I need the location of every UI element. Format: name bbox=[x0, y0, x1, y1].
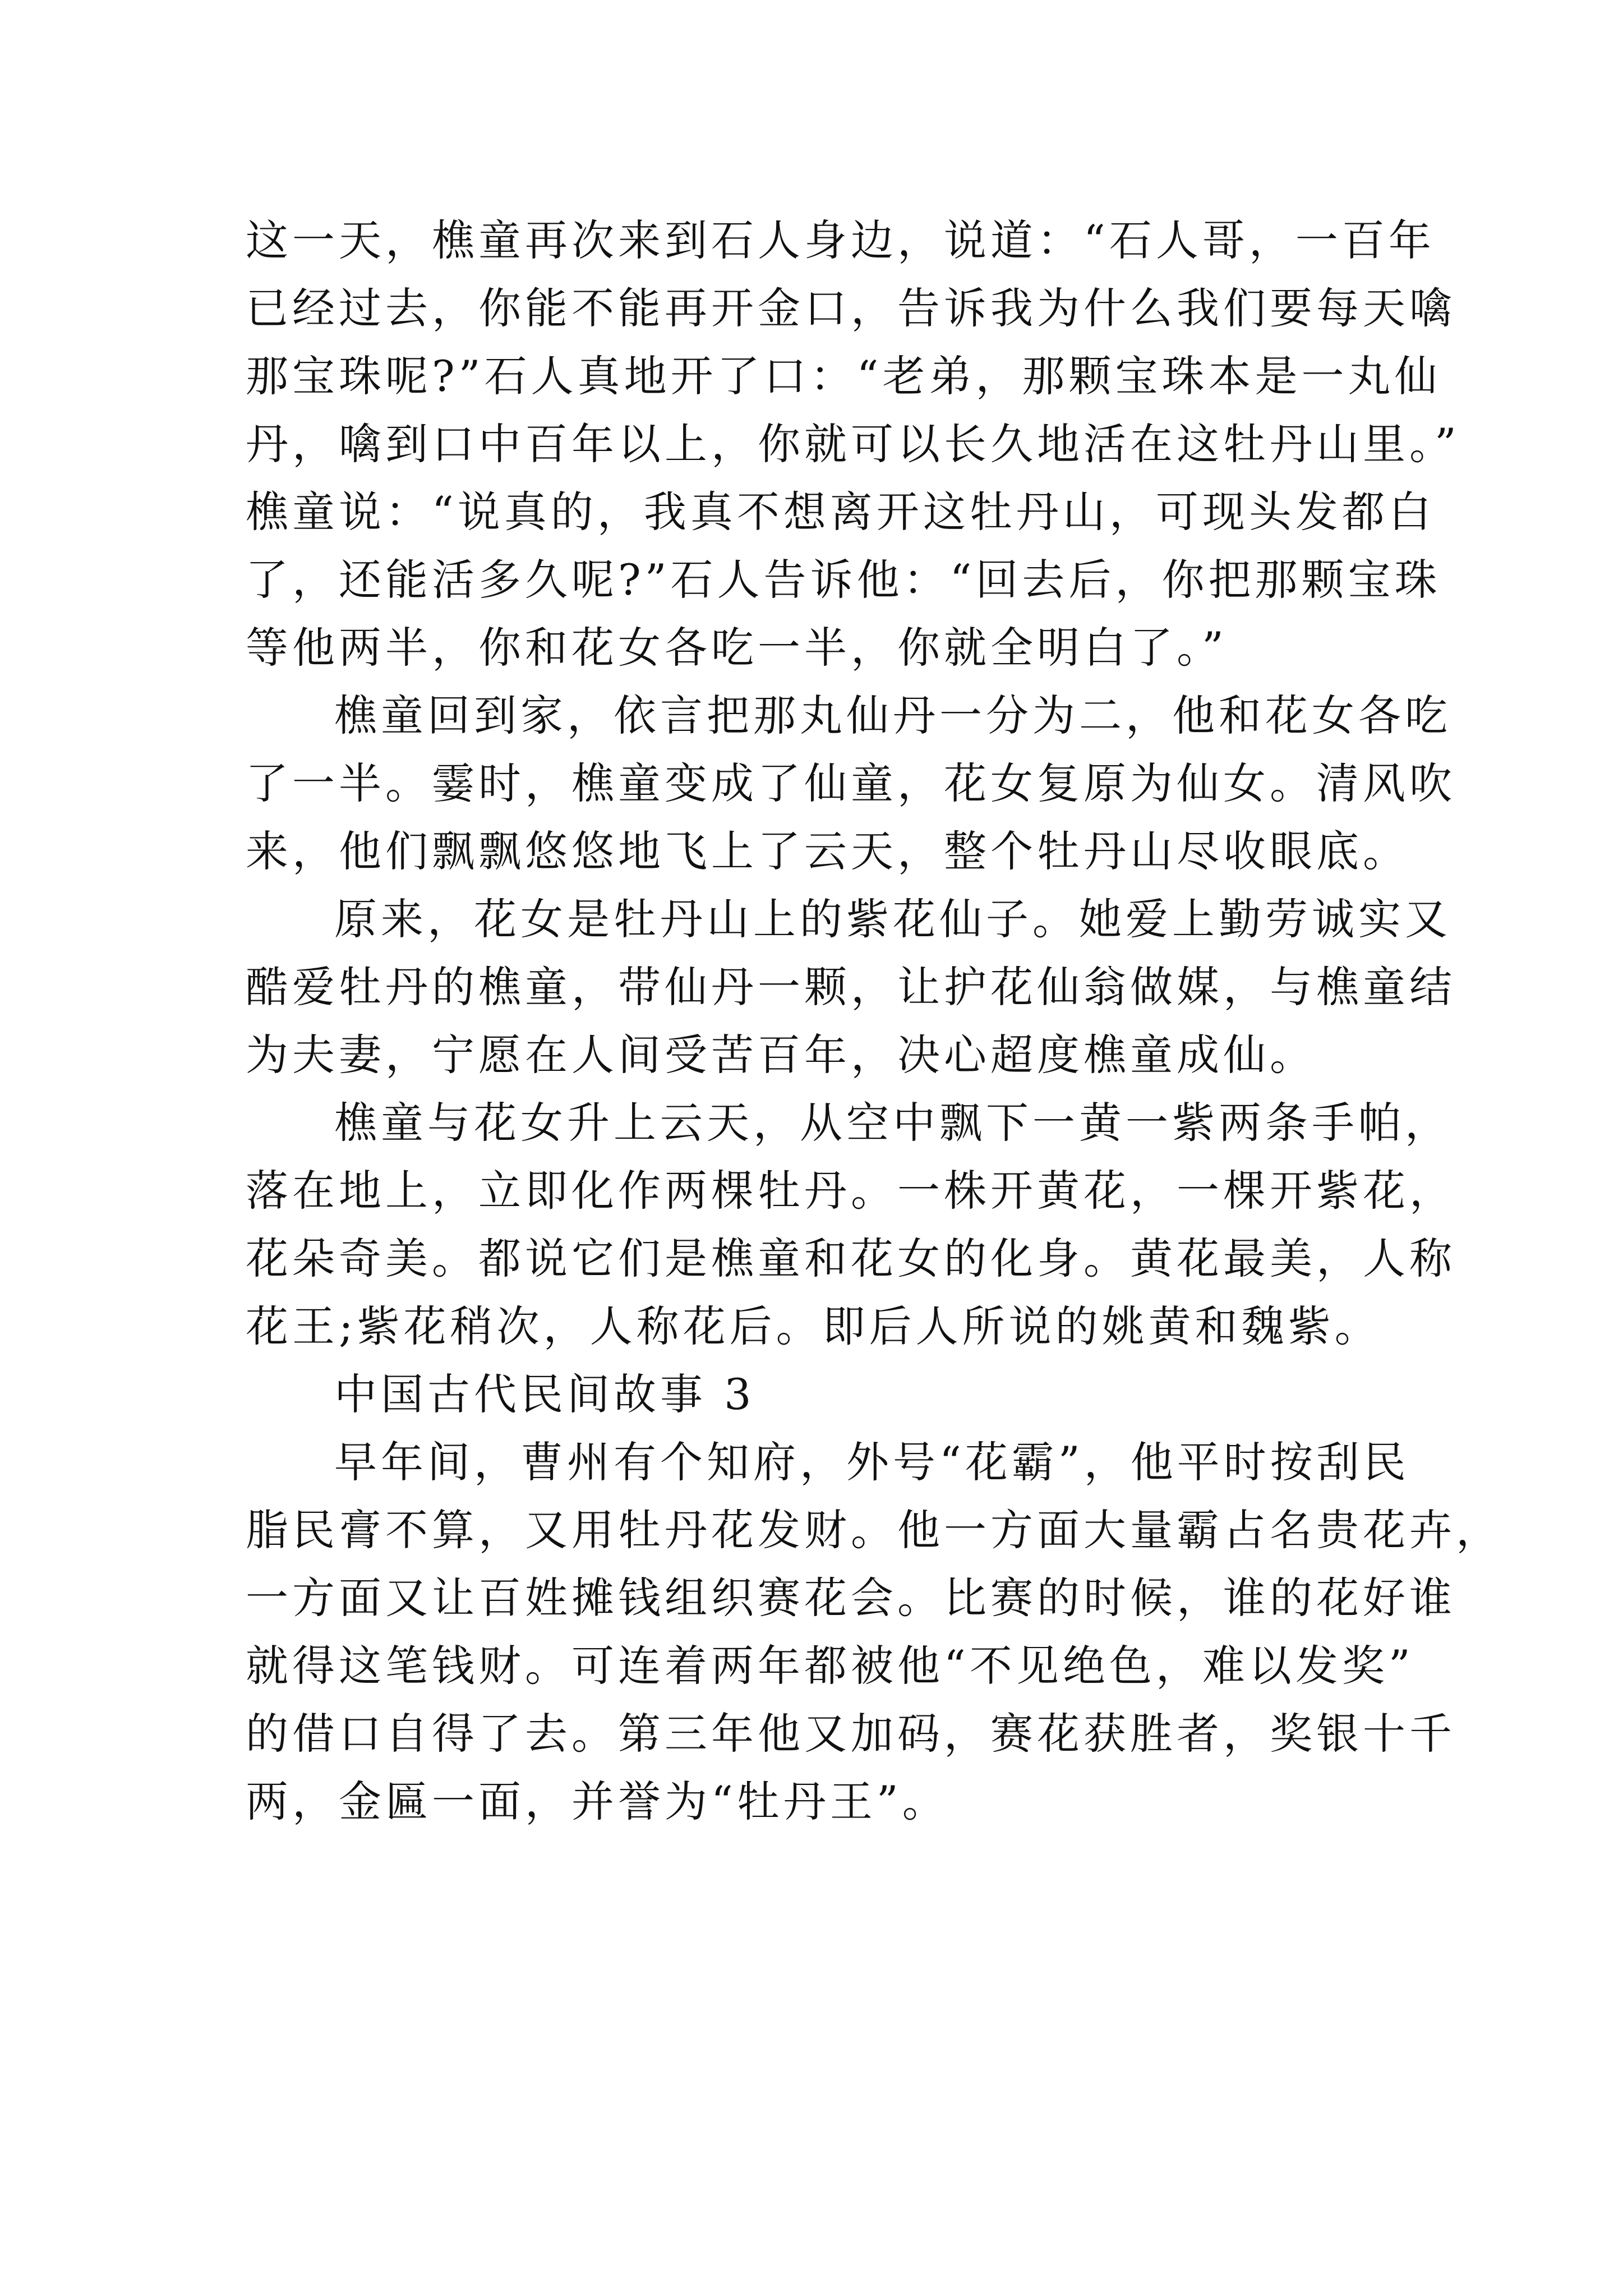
paragraph-start-line: 樵童回到家，依言把那丸仙丹一分为二，他和花女各吃 bbox=[334, 691, 1451, 740]
text-line: 就得这笔钱财。可连着两年都被他“不见绝色，难以发奖” bbox=[246, 1641, 1414, 1691]
text-line: 樵童说：“说真的，我真不想离开这牡丹山，可现头发都白 bbox=[246, 487, 1435, 537]
paragraph-start-line: 早年间，曹州有个知府，外号“花霸”，他平时按刮民 bbox=[334, 1437, 1410, 1487]
text-line: 了，还能活多久呢?”石人告诉他：“回去后，你把那颗宝珠 bbox=[246, 555, 1441, 605]
text-line: 花朵奇美。都说它们是樵童和花女的化身。黄花最美，人称 bbox=[246, 1234, 1456, 1283]
paragraph-start-line: 樵童与花女升上云天，从空中飘下一黄一紫两条手帕， bbox=[334, 1098, 1451, 1148]
text-line: 这一天，樵童再次来到石人身边，说道：“石人哥，一百年 bbox=[246, 215, 1435, 265]
text-line: 为夫妻，宁愿在人间受苦百年，决心超度樵童成仙。 bbox=[246, 1030, 1316, 1080]
text-line: 的借口自得了去。第三年他又加码，赛花获胜者，奖银十千 bbox=[246, 1709, 1456, 1759]
text-line: 来，他们飘飘悠悠地飞上了云天，整个牡丹山尽收眼底。 bbox=[246, 826, 1409, 876]
text-line: 酷爱牡丹的樵童，带仙丹一颗，让护花仙翁做媒，与樵童结 bbox=[246, 962, 1456, 1012]
text-line: 落在地上，立即化作两棵牡丹。一株开黄花，一棵开紫花， bbox=[246, 1166, 1456, 1216]
section-heading: 中国古代民间故事 3 bbox=[334, 1369, 755, 1419]
text-line: 两，金匾一面，并誉为“牡丹王”。 bbox=[246, 1777, 949, 1826]
text-line: 了一半。霎时，樵童变成了仙童，花女复原为仙女。清风吹 bbox=[246, 758, 1456, 808]
paragraph-start-line: 原来，花女是牡丹山上的紫花仙子。她爱上勤劳诚实又 bbox=[334, 894, 1451, 944]
document-body bbox=[246, 206, 1502, 1835]
text-line: 等他两半，你和花女各吃一半，你就全明白了。” bbox=[246, 623, 1228, 673]
text-line: 已经过去，你能不能再开金口，告诉我为什么我们要每天噙 bbox=[246, 283, 1456, 333]
text-line: 丹，噙到口中百年以上，你就可以长久地活在这牡丹山里。” bbox=[246, 419, 1460, 469]
text-line: 一方面又让百姓摊钱组织赛花会。比赛的时候，谁的花好谁 bbox=[246, 1573, 1456, 1623]
text-line: 花王;紫花稍次，人称花后。即后人所说的姚黄和魏紫。 bbox=[246, 1301, 1381, 1351]
text-line: 脂民膏不算，又用牡丹花发财。他一方面大量霸占名贵花卉， bbox=[246, 1505, 1502, 1555]
text-line: 那宝珠呢?”石人真地开了口：“老弟，那颗宝珠本是一丸仙 bbox=[246, 351, 1441, 401]
